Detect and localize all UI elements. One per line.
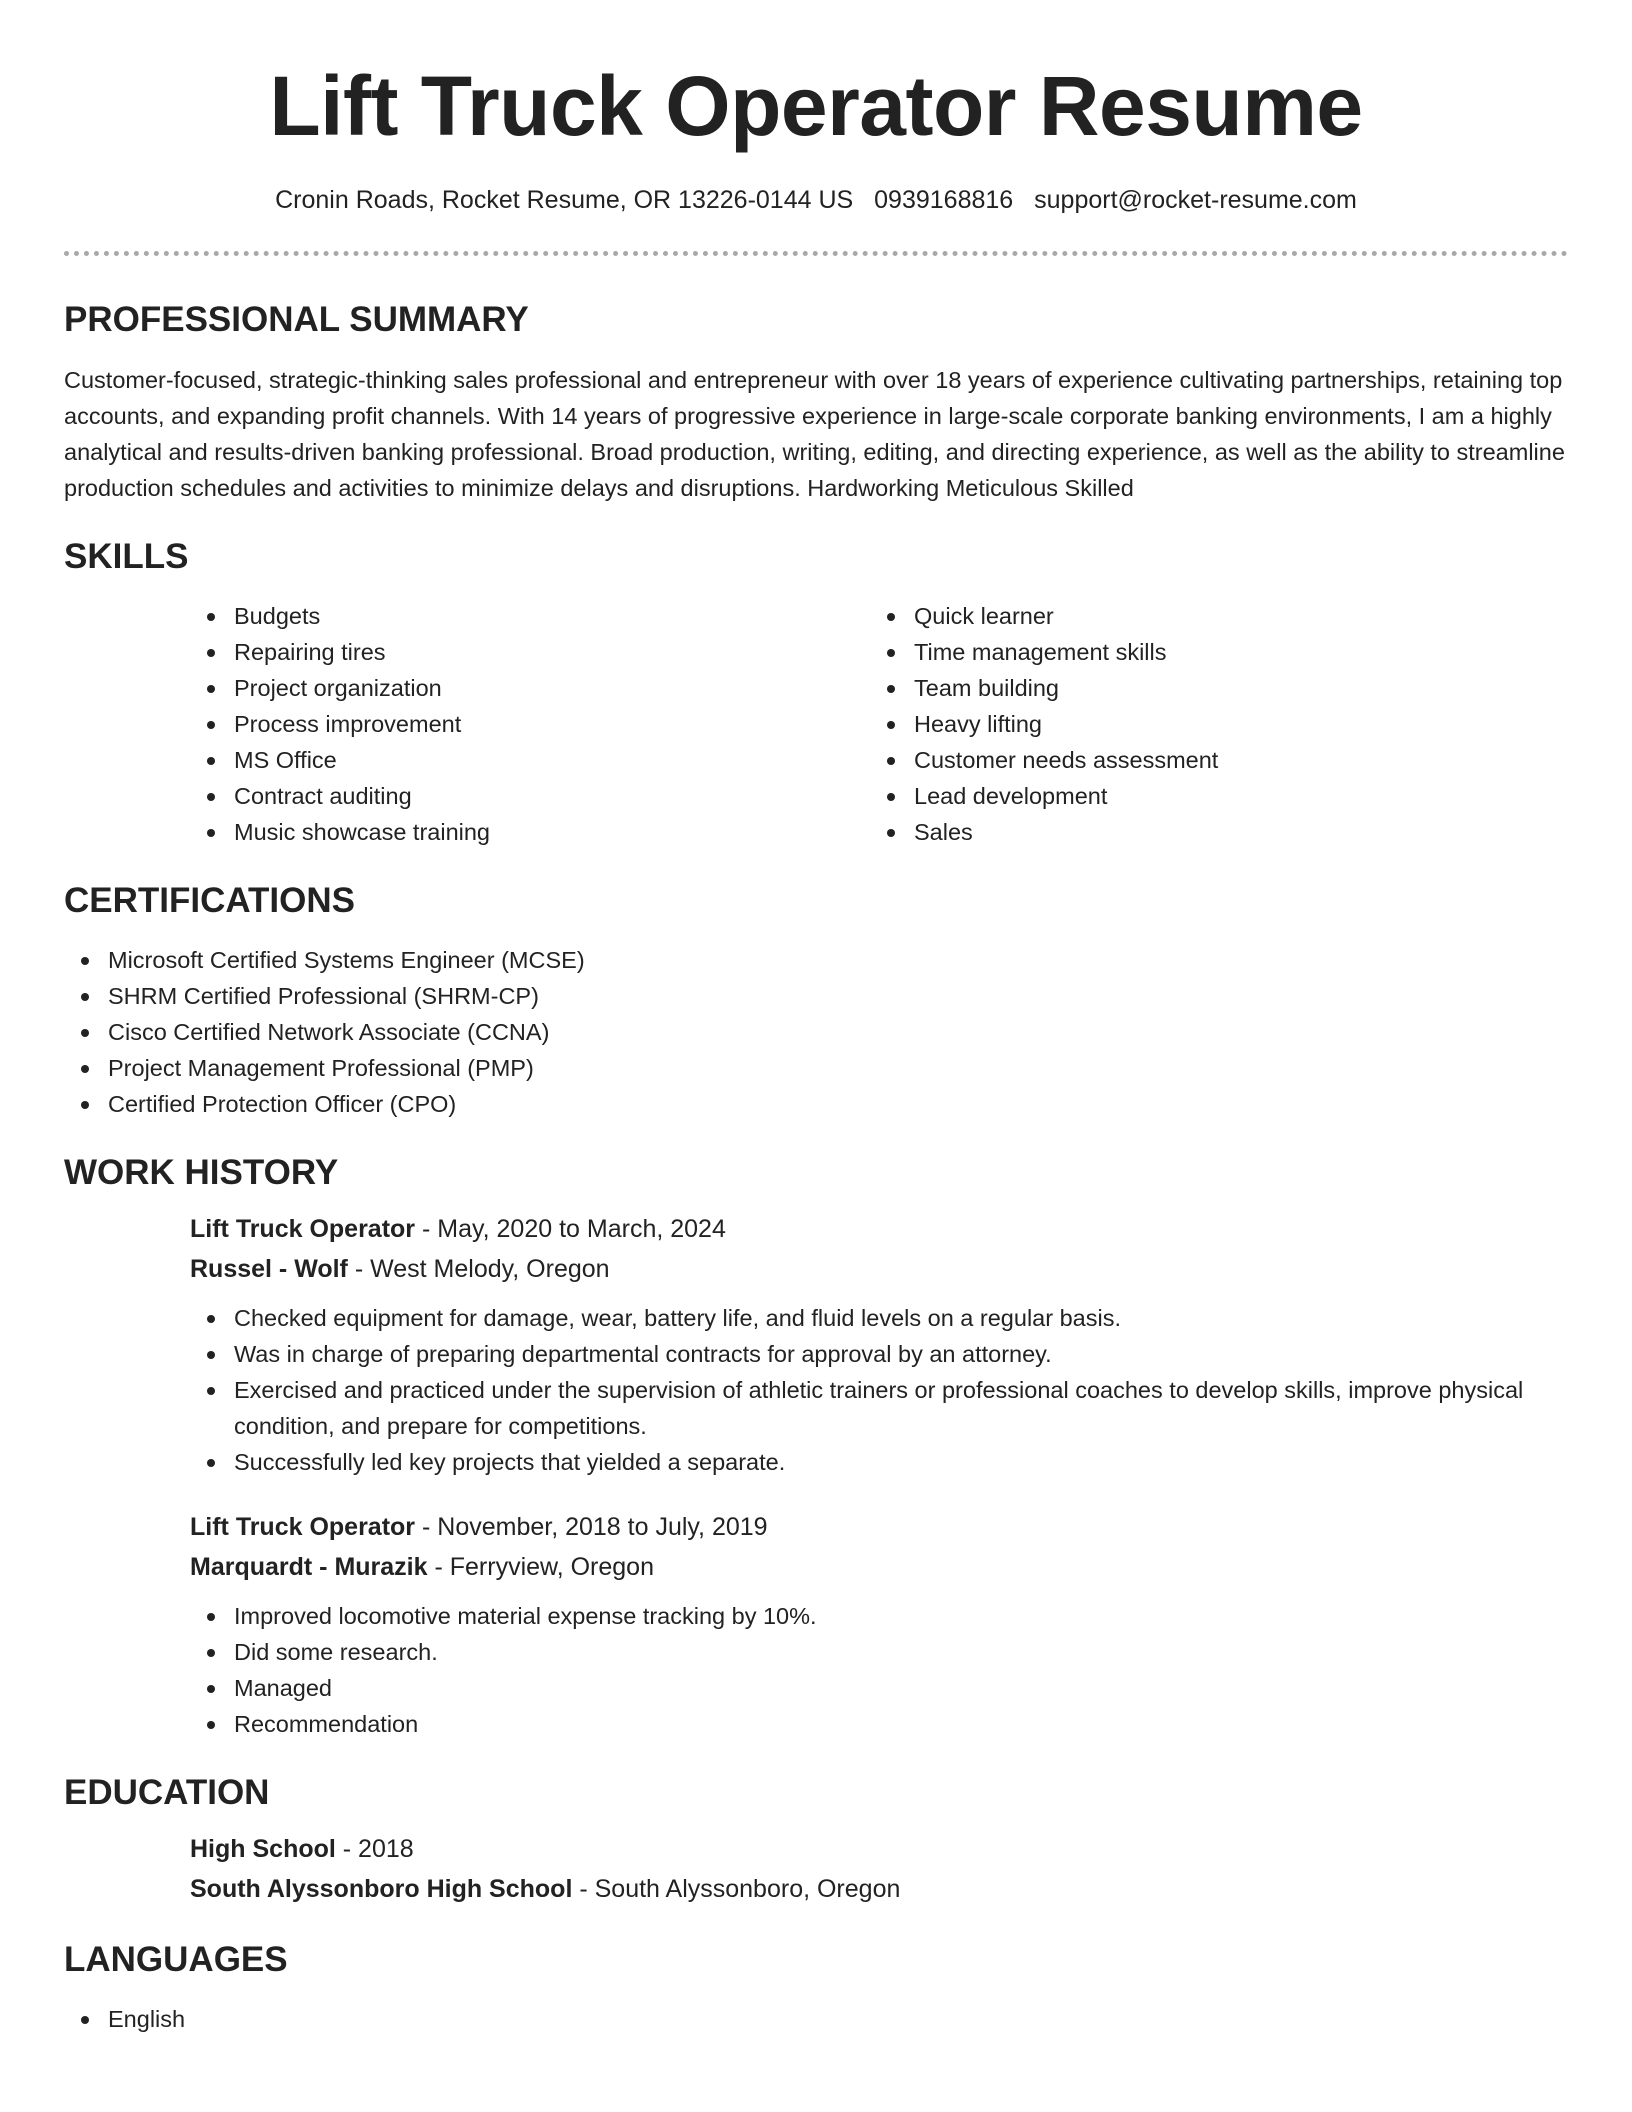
job-company-line [190,1547,1568,1587]
list-item: Certified Protection Officer (CPO) [64,1086,1568,1122]
resume-page [64,0,1568,2037]
job-duties-list [190,1300,1568,1480]
job-entry [190,1209,1568,1480]
job-role: Lift Truck Operator [190,1215,416,1243]
list-item: Repairing tires [190,634,870,670]
list-item: Did some research. [190,1634,1568,1670]
job-dates: - May, 2020 to March, 2024 [415,1215,726,1243]
job-duties-list [190,1598,1568,1742]
list-item: Project Management Professional (PMP) [64,1050,1568,1086]
education-heading: EDUCATION [64,1773,270,1812]
list-item: Time management skills [870,634,1550,670]
job-company: Russel - Wolf [190,1255,348,1283]
languages-list [64,2001,1568,2037]
header-divider [64,251,1568,256]
education-location: - South Alyssonboro, Oregon [572,1875,901,1903]
list-item: Process improvement [190,706,870,742]
job-title-line [190,1209,1568,1249]
list-item: Improved locomotive material expense tracking by 10%. [190,1598,1568,1634]
education-entry [190,1829,1568,1909]
list-item: Checked equipment for damage, wear, battery life, and fluid levels on a regular basis. [190,1300,1568,1336]
list-item: English [64,2001,1568,2037]
education-school-line [190,1869,1568,1909]
list-item: Exercised and practiced under the supervision of athletic trainers or professional coaches to develop skills, improve physical condition, and prepare for competitions. [190,1372,1568,1444]
contact-phone: 0939168816 [874,186,1014,214]
job-location: - Ferryview, Oregon [427,1553,654,1581]
education-school: South Alyssonboro High School [190,1875,573,1903]
list-item: Budgets [190,598,870,634]
job-dates: - November, 2018 to July, 2019 [415,1513,768,1541]
contact-address: Cronin Roads, Rocket Resume, OR 13226-0144 US [275,186,854,214]
skills-list [190,598,1568,850]
list-item: Project organization [190,670,870,706]
list-item: Sales [870,814,1550,850]
list-item: Managed [190,1670,1568,1706]
education-degree-line [190,1829,1568,1869]
list-item: Music showcase training [190,814,870,850]
summary-text: Customer-focused, strategic-thinking sales professional and entrepreneur with over 18 years of experience cultivating partnerships, retaining top accounts, and expanding profit channels. With 14 years of progressive experience in large-scale corporate banking environments, I am a highly analytical and results-driven banking professional. Broad production, writing, editing, and directing experience, as well as the ability to streamline production schedules and activities to minimize delays and disruptions. Hardworking Meticulous Skilled [64,367,1565,501]
job-company-line [190,1249,1568,1289]
education-degree: High School [190,1835,336,1863]
contact-email: support@rocket-resume.com [1034,186,1357,214]
list-item: Was in charge of preparing departmental contracts for approval by an attorney. [190,1336,1568,1372]
list-item: Lead development [870,778,1550,814]
summary-section [64,298,1568,506]
skills-column-right [870,598,1550,850]
job-location: - West Melody, Oregon [347,1255,610,1283]
skills-heading: SKILLS [64,537,189,576]
certifications-list [64,942,1568,1122]
list-item: MS Office [190,742,870,778]
skills-section [64,535,1568,850]
list-item: Microsoft Certified Systems Engineer (MCSE) [64,942,1568,978]
languages-section [64,1938,1568,2037]
list-item: Recommendation [190,1706,1568,1742]
list-item: Successfully led key projects that yielded a separate. [190,1444,1568,1480]
list-item: SHRM Certified Professional (SHRM-CP) [64,978,1568,1014]
education-section [64,1771,1568,1909]
resume-title: Lift Truck Operator Resume [269,59,1363,153]
list-item: Cisco Certified Network Associate (CCNA) [64,1014,1568,1050]
list-item: Heavy lifting [870,706,1550,742]
summary-heading: PROFESSIONAL SUMMARY [64,300,529,339]
list-item: Contract auditing [190,778,870,814]
job-company: Marquardt - Murazik [190,1553,428,1581]
skills-column-left [190,598,870,850]
list-item: Quick learner [870,598,1550,634]
work-history-heading: WORK HISTORY [64,1153,339,1192]
certifications-heading: CERTIFICATIONS [64,881,356,920]
job-role: Lift Truck Operator [190,1513,416,1541]
certifications-section [64,879,1568,1122]
job-entry [190,1507,1568,1742]
job-title-line [190,1507,1568,1547]
work-history-section [64,1151,1568,1742]
list-item: Team building [870,670,1550,706]
contact-line [64,183,1568,217]
education-year: - 2018 [335,1835,414,1863]
languages-heading: LANGUAGES [64,1940,288,1979]
list-item: Customer needs assessment [870,742,1550,778]
